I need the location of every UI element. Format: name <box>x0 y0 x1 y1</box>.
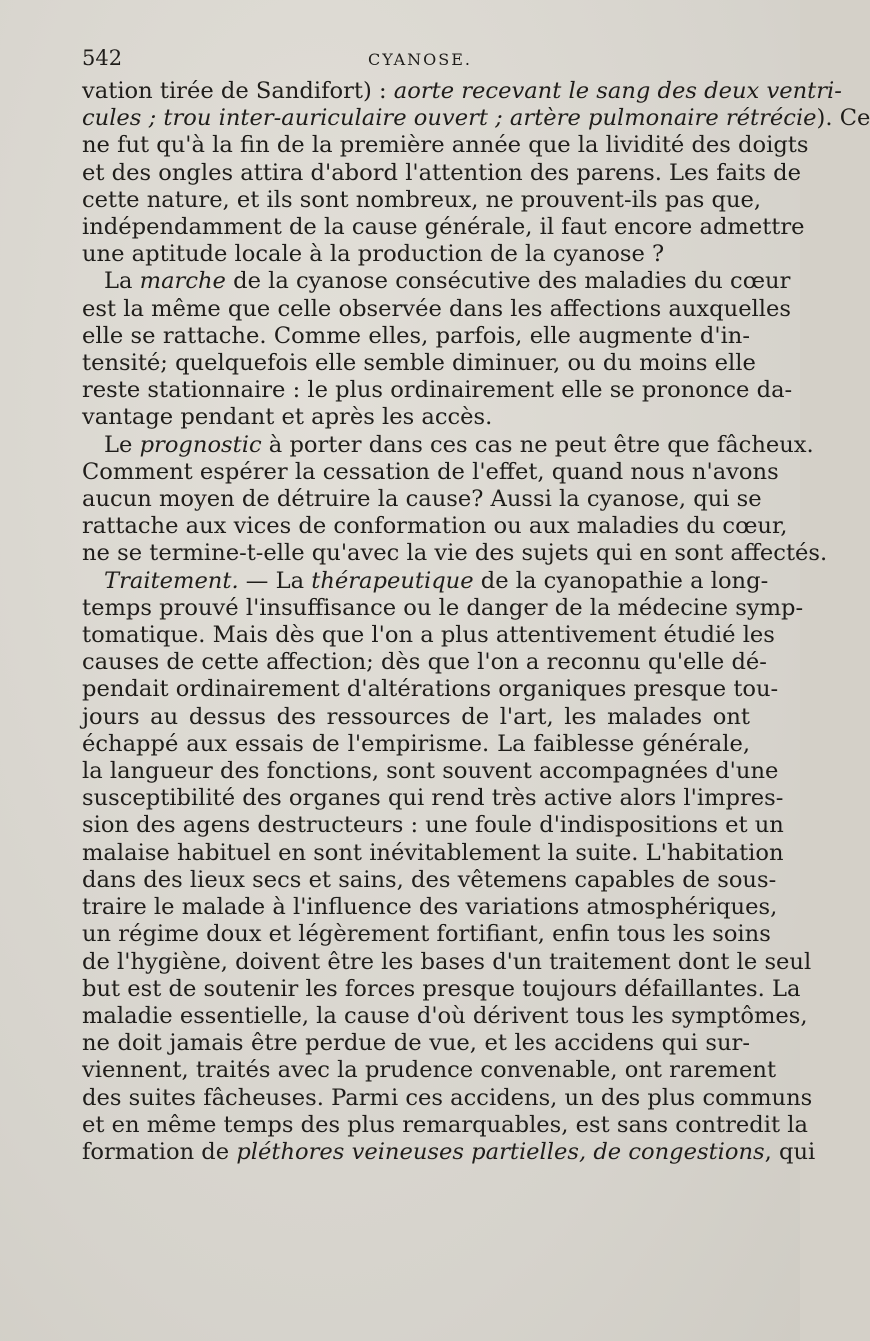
text-line <box>82 186 762 214</box>
text-line <box>82 839 784 867</box>
text-run: — La <box>238 567 312 594</box>
text-line <box>82 622 775 649</box>
text-line <box>82 866 777 894</box>
text-line <box>82 513 788 540</box>
text-line <box>82 975 801 1003</box>
text-run: jours au dessus des ressources de l'art, les malades ont <box>82 703 750 730</box>
italic-text: marche <box>139 268 226 295</box>
text-line <box>82 921 771 948</box>
page-number: 542 <box>82 46 123 70</box>
text-run: Comment espérer la cessation de l'effet, quand nous n'avons <box>82 458 779 485</box>
text-line <box>82 214 805 241</box>
text-run: dans des lieux secs et sains, des vêtemens capables de sous- <box>82 866 777 893</box>
text-run: malaise habituel en sont inévitablement la suite. L'habitation <box>82 839 784 866</box>
text-line <box>82 404 750 431</box>
text-line <box>82 758 779 785</box>
text-run: est la même que celle observée dans les affections auxquelles <box>82 295 791 322</box>
text-run: temps prouvé l'insuffisance ou le danger de la médecine symp- <box>82 594 804 621</box>
text-line <box>82 894 778 921</box>
text-run: et des ongles attira d'abord l'attention des parens. Les faits de <box>82 159 801 186</box>
text-run: de l'hygiène, doivent être les bases d'un traitement dont le seul <box>82 948 812 975</box>
text-run: aucun moyen de détruire la cause? Aussi la cyanose, qui se <box>82 486 762 513</box>
text-run: de la cyanopathie a long- <box>473 567 769 594</box>
text-line <box>82 350 756 377</box>
body-text <box>82 78 870 1166</box>
text-line <box>82 1057 777 1084</box>
text-line <box>82 1030 750 1057</box>
text-line <box>82 78 842 105</box>
text-line <box>82 1002 808 1030</box>
italic-text: pléthores veineuses partielles, de congestions <box>236 1138 765 1165</box>
text-line <box>82 540 828 567</box>
text-run: échappé aux essais de l'empirisme. La faiblesse générale, <box>82 730 750 757</box>
text-run: et en même temps des plus remarquables, est sans contredit la <box>82 1111 808 1138</box>
page-header <box>82 46 750 76</box>
running-title: CYANOSE. <box>368 50 472 69</box>
text-run: susceptibilité des organes qui rend très active alors l'impres- <box>82 785 784 812</box>
text-run: ne se termine-t-elle qu'avec la vie des sujets qui en sont affectés. <box>82 540 828 567</box>
text-run: sion des agens destructeurs : une foule d'indispositions et un <box>82 812 784 839</box>
text-run: maladie essentielle, la cause d'où dérivent tous les symptômes, <box>82 1002 808 1029</box>
text-line <box>82 486 762 513</box>
text-run: La <box>104 268 140 295</box>
text-run: traire le malade à l'influence des variations atmosphériques, <box>82 894 778 921</box>
text-line <box>82 676 779 703</box>
text-run: ne fut qu'à la fin de la première année que la lividité des doigts <box>82 132 809 159</box>
italic-text: prognostic <box>139 431 262 458</box>
text-line <box>82 731 750 758</box>
text-run: rattache aux vices de conformation ou aux maladies du cœur, <box>82 513 788 540</box>
text-run: vation tirée de Sandifort) : <box>82 78 394 104</box>
text-run: viennent, traités avec la prudence convenable, ont rarement <box>82 1057 777 1084</box>
text-run: de la cyanose consécutive des maladies du cœur <box>225 268 791 295</box>
text-run: une aptitude locale à la production de la cyanose ? <box>82 241 665 268</box>
text-line <box>82 323 750 350</box>
text-run: but est de soutenir les forces presque toujours défaillantes. La <box>82 975 801 1002</box>
text-run: causes de cette affection; dès que l'on a reconnu qu'elle dé- <box>82 649 767 676</box>
text-run: un régime doux et légèrement fortifiant, enfin tous les soins <box>82 921 771 948</box>
text-line <box>82 241 750 268</box>
text-run: la langueur des fonctions, sont souvent accompagnées d'une <box>82 758 779 785</box>
italic-text: Traitement. <box>104 567 239 594</box>
italic-text: thérapeutique <box>311 567 474 594</box>
text-line <box>82 785 784 812</box>
text-run: reste stationnaire : le plus ordinairement elle se prononce da- <box>82 377 793 404</box>
text-run: cette nature, et ils sont nombreux, ne prouvent-ils pas que, <box>82 186 762 213</box>
text-run: des suites fâcheuses. Parmi ces accidens, un des plus communs <box>82 1084 813 1111</box>
text-run: tomatique. Mais dès que l'on a plus attentivement étudié les <box>82 622 775 649</box>
text-run: formation de <box>82 1138 237 1165</box>
text-line <box>82 295 791 323</box>
text-line <box>82 431 814 459</box>
text-run: tensité; quelquefois elle semble diminuer, ou du moins elle <box>82 350 756 377</box>
text-line <box>82 458 779 486</box>
text-line <box>82 649 767 676</box>
text-line <box>82 159 801 187</box>
text-run: Le <box>104 431 140 458</box>
text-run: indépendamment de la cause générale, il faut encore admettre <box>82 214 805 241</box>
text-run: ne doit jamais être perdue de vue, et les accidens qui sur- <box>82 1030 750 1057</box>
italic-text: cules ; trou inter-auriculaire ouvert ; artère pulmonaire rétrécie <box>82 105 817 132</box>
text-line <box>82 948 812 976</box>
italic-text: aorte recevant le sang des deux ventri- <box>393 78 842 104</box>
text-run: ). Ce <box>816 105 870 132</box>
text-line <box>82 594 804 622</box>
text-line <box>82 1138 816 1166</box>
text-run: à porter dans ces cas ne peut être que fâcheux. <box>261 431 814 458</box>
text-line <box>82 1111 808 1139</box>
text-run: vantage pendant et après les accès. <box>82 404 493 431</box>
text-line <box>82 1084 813 1112</box>
text-line <box>82 812 784 839</box>
text-run: , qui <box>764 1138 816 1165</box>
text-run: elle se rattache. Comme elles, parfois, elle augmente d'in- <box>82 322 750 349</box>
text-line <box>82 704 750 731</box>
text-line <box>82 377 793 404</box>
text-line <box>82 132 809 159</box>
text-run: pendait ordinairement d'altérations organiques presque tou- <box>82 676 779 703</box>
text-line <box>82 268 791 295</box>
text-line <box>82 567 769 595</box>
text-line <box>82 105 870 132</box>
